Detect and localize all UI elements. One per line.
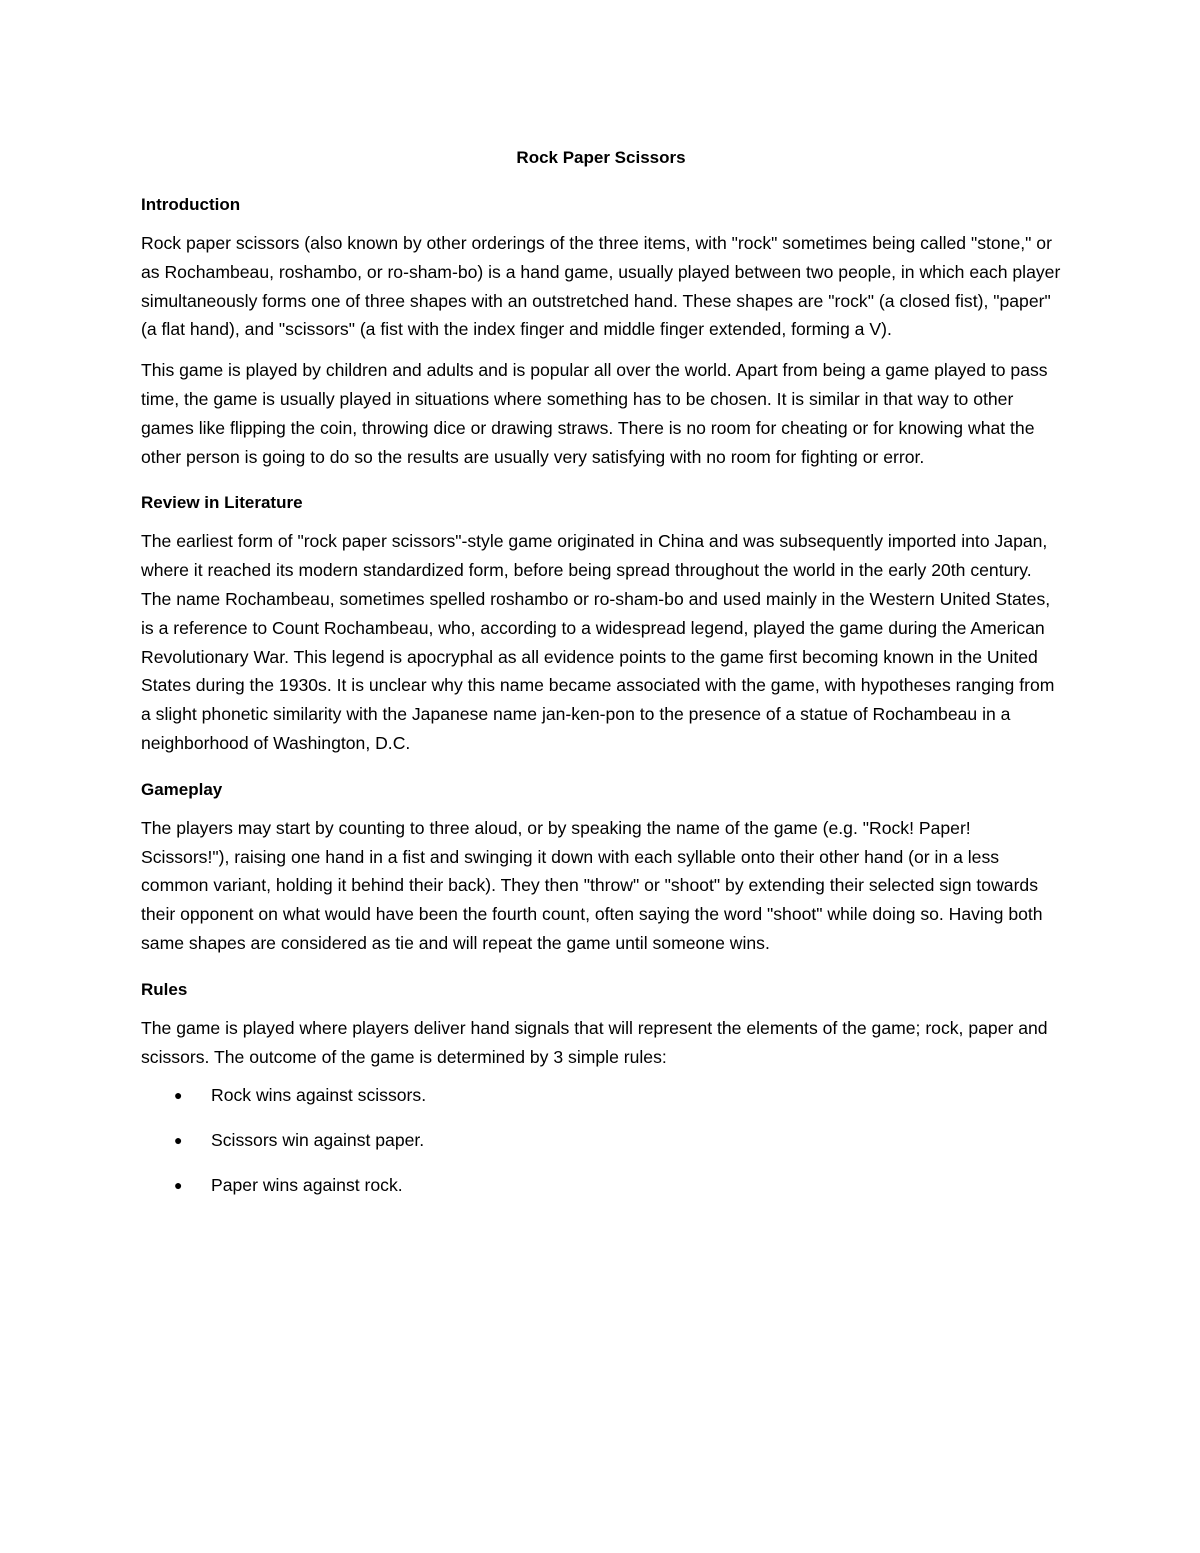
document-body <box>141 140 1061 1216</box>
list-item <box>141 1171 1061 1200</box>
list-item <box>141 1081 1061 1110</box>
paragraph-gameplay-1: The players may start by counting to three aloud, or by speaking the name of the game (e.g. "Rock! Paper! Scissors!"), raising one hand in a fist and swinging it down with each syllable onto their other hand (or in a less common variant, holding it behind their back). They then "throw" or "shoot" by extending their selected sign towards their opponent on what would have been the fourth count, often saying the word "shoot" while doing so. Having both same shapes are considered as tie and will repeat the game until someone wins. <box>141 817 1043 953</box>
list-item-text: Paper wins against rock. <box>211 1174 403 1195</box>
list-item <box>141 1126 1061 1155</box>
section-heading-review-in-literature: Review in Literature <box>141 493 303 513</box>
bullet-icon: ● <box>174 1087 183 1104</box>
paragraph-introduction-2: This game is played by children and adults and is popular all over the world. Apart from being a game played to pass time, the game is usually played in situations where something has to be chosen. It is similar in that way to other games like flipping the coin, throwing dice or drawing straws. There is no room for cheating or for knowing what the other person is going to do so the results are usually very satisfying with no room for fighting or error. <box>141 360 1048 467</box>
document-title: Rock Paper Scissors <box>516 148 686 167</box>
section-heading-gameplay: Gameplay <box>141 779 223 799</box>
paragraph-introduction-1: Rock paper scissors (also known by other orderings of the three items, with "rock" sometimes being called "stone," or as Rochambeau, roshambo, or ro-sham-bo) is a hand game, usually played between two people, in which each player simultaneously forms one of three shapes with an outstretched hand. These shapes are "rock" (a closed fist), "paper" (a flat hand), and "scissors" (a fist with the index finger and middle finger extended, forming a V). <box>141 233 1061 340</box>
list-item-text: Scissors win against paper. <box>211 1130 425 1151</box>
paragraph-review-1: The earliest form of "rock paper scissors"-style game originated in China and was subsequently imported into Japan, where it reached its modern standardized form, before being spread throughout the world in the early 20th century. The name Rochambeau, sometimes spelled roshambo or ro-sham-bo and used mainly in the Western United States, is a reference to Count Rochambeau, who, according to a widespread legend, played the game during the American Revolutionary War. This legend is apocryphal as all evidence points to the game first becoming known in the United States during the 1930s. It is unclear why this name became associated with the game, with hypotheses ranging from a slight phonetic similarity with the Japanese name jan-ken-pon to the presence of a statue of Rochambeau in a neighborhood of Washington, D.C. <box>141 531 1055 753</box>
bullet-icon: ● <box>174 1132 183 1149</box>
rules-list <box>141 1081 1061 1199</box>
section-heading-rules: Rules <box>141 979 188 999</box>
section-heading-introduction: Introduction <box>141 195 241 214</box>
list-item-text: Rock wins against scissors. <box>211 1085 427 1106</box>
bullet-icon: ● <box>174 1176 183 1193</box>
paragraph-rules-1: The game is played where players deliver hand signals that will represent the elements of the game; rock, paper and scissors. The outcome of the game is determined by 3 simple rules: <box>141 1017 1048 1067</box>
